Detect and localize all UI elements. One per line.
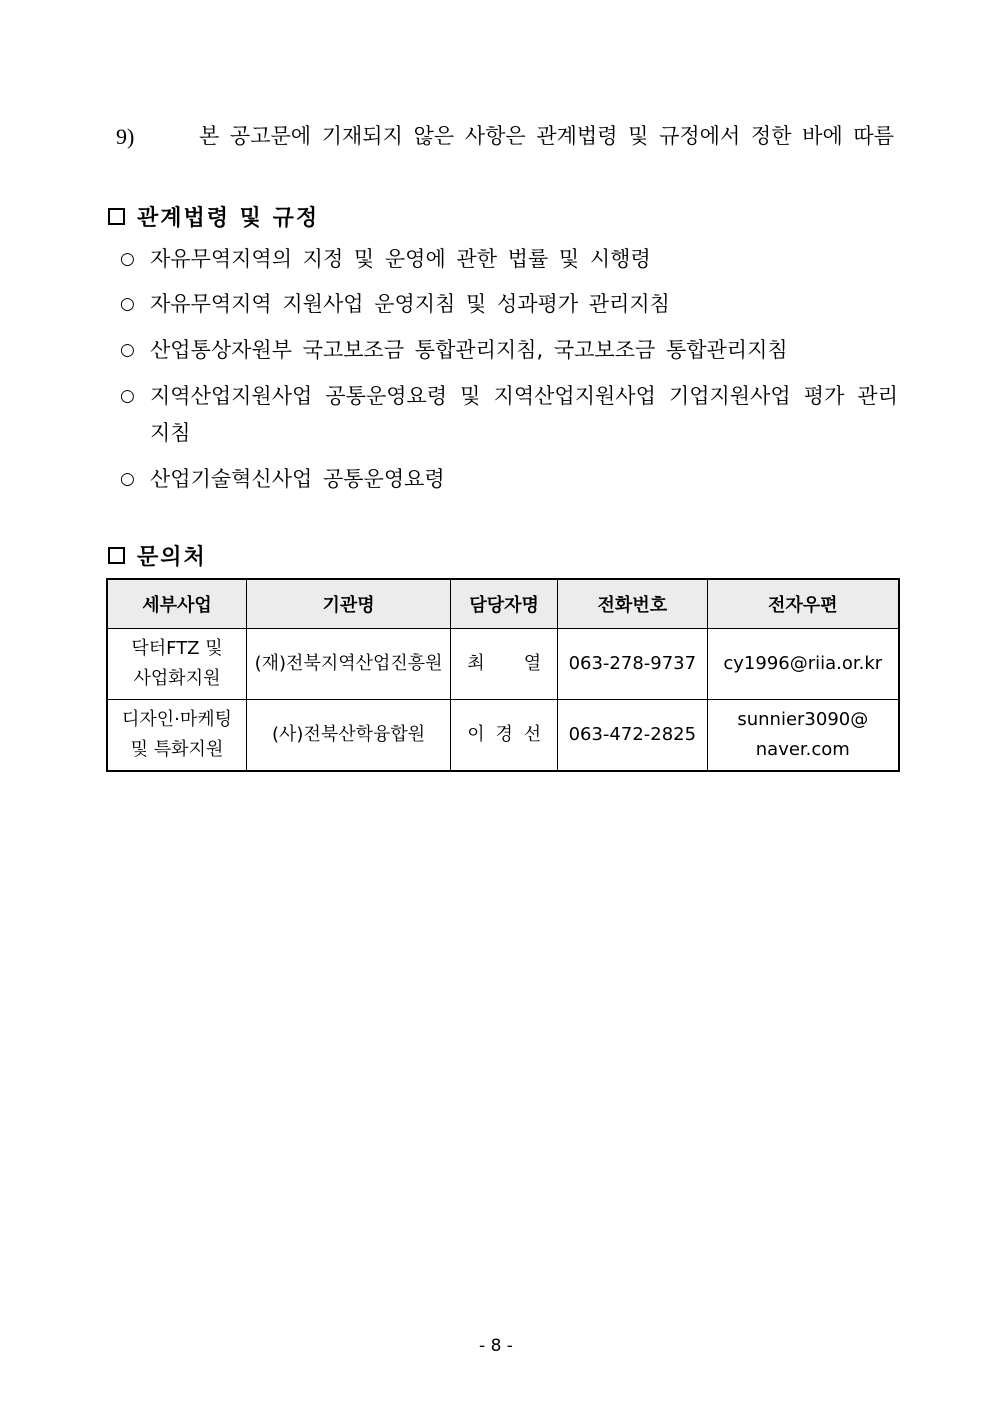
agency-cell: (재)전북지역산업진흥원 xyxy=(247,629,451,700)
program-cell xyxy=(107,629,247,700)
header-email: 전자우편 xyxy=(707,579,899,629)
note-text: 본 공고문에 기재되지 않은 사항은 관계법령 및 규정에서 정한 바에 따름 xyxy=(198,124,894,148)
phone-cell: 063-472-2825 xyxy=(558,700,708,772)
bullet-circle-icon: ○ xyxy=(120,340,135,360)
laws-section-title: 관계법령 및 규정 xyxy=(137,206,320,231)
law-item-text: 산업통상자원부 국고보조금 통합관리지침, 국고보조금 통합관리지침 xyxy=(150,338,788,362)
person-cell xyxy=(451,629,558,700)
laws-section-heading xyxy=(108,201,319,232)
bullet-circle-icon: ○ xyxy=(120,469,135,489)
program-line: 및 특화지원 xyxy=(130,739,224,760)
person-name-char: 경 xyxy=(495,724,513,745)
program-line: 디자인·마케팅 xyxy=(121,709,233,730)
program-cell xyxy=(107,700,247,772)
bullet-circle-icon: ○ xyxy=(120,294,135,314)
table-header-row xyxy=(107,579,899,629)
header-agency: 기관명 xyxy=(247,579,451,629)
person-name-char: 열 xyxy=(523,653,542,674)
page-number: - 8 - xyxy=(479,1336,513,1356)
email-line: cy1996@riia.or.kr xyxy=(723,653,883,674)
law-item xyxy=(120,241,898,278)
checkbox-square-icon xyxy=(108,208,125,225)
law-item-text: 자유무역지역 지원사업 운영지침 및 성과평가 관리지침 xyxy=(150,292,670,316)
phone-cell: 063-278-9737 xyxy=(558,629,708,700)
law-item-text: 지역산업지원사업 공통운영요령 및 지역산업지원사업 기업지원사업 평가 관리지침 xyxy=(150,384,898,445)
email-cell xyxy=(707,700,899,772)
law-item xyxy=(120,378,898,452)
bullet-circle-icon: ○ xyxy=(120,249,135,269)
header-program: 세부사업 xyxy=(107,579,247,629)
person-cell xyxy=(451,700,558,772)
contact-table xyxy=(106,578,900,772)
header-person: 담당자명 xyxy=(451,579,558,629)
law-item xyxy=(120,286,898,323)
agency-cell: (사)전북산학융합원 xyxy=(247,700,451,772)
contact-section-heading xyxy=(108,540,207,571)
header-phone: 전화번호 xyxy=(558,579,708,629)
table-row xyxy=(107,700,899,772)
program-line: 사업화지원 xyxy=(133,668,221,689)
program-line: 닥터FTZ 및 xyxy=(131,638,223,659)
checkbox-square-icon xyxy=(108,547,125,564)
contact-section-title: 문의처 xyxy=(137,545,207,570)
law-item-text: 자유무역지역의 지정 및 운영에 관한 법률 및 시행령 xyxy=(150,247,651,271)
table-row xyxy=(107,629,899,700)
email-line: naver.com xyxy=(755,739,850,760)
person-name-char: 이 xyxy=(467,724,485,745)
email-line: sunnier3090@ xyxy=(737,709,869,730)
law-item-text: 산업기술혁신사업 공통운영요령 xyxy=(150,467,445,491)
email-cell xyxy=(707,629,899,700)
bullet-circle-icon: ○ xyxy=(120,386,135,406)
law-item xyxy=(120,332,898,369)
law-item xyxy=(120,461,898,498)
note-number: 9) xyxy=(116,124,135,149)
note-item-9 xyxy=(116,126,894,148)
person-name-char: 최 xyxy=(467,653,485,674)
person-name-char: 선 xyxy=(523,724,542,745)
